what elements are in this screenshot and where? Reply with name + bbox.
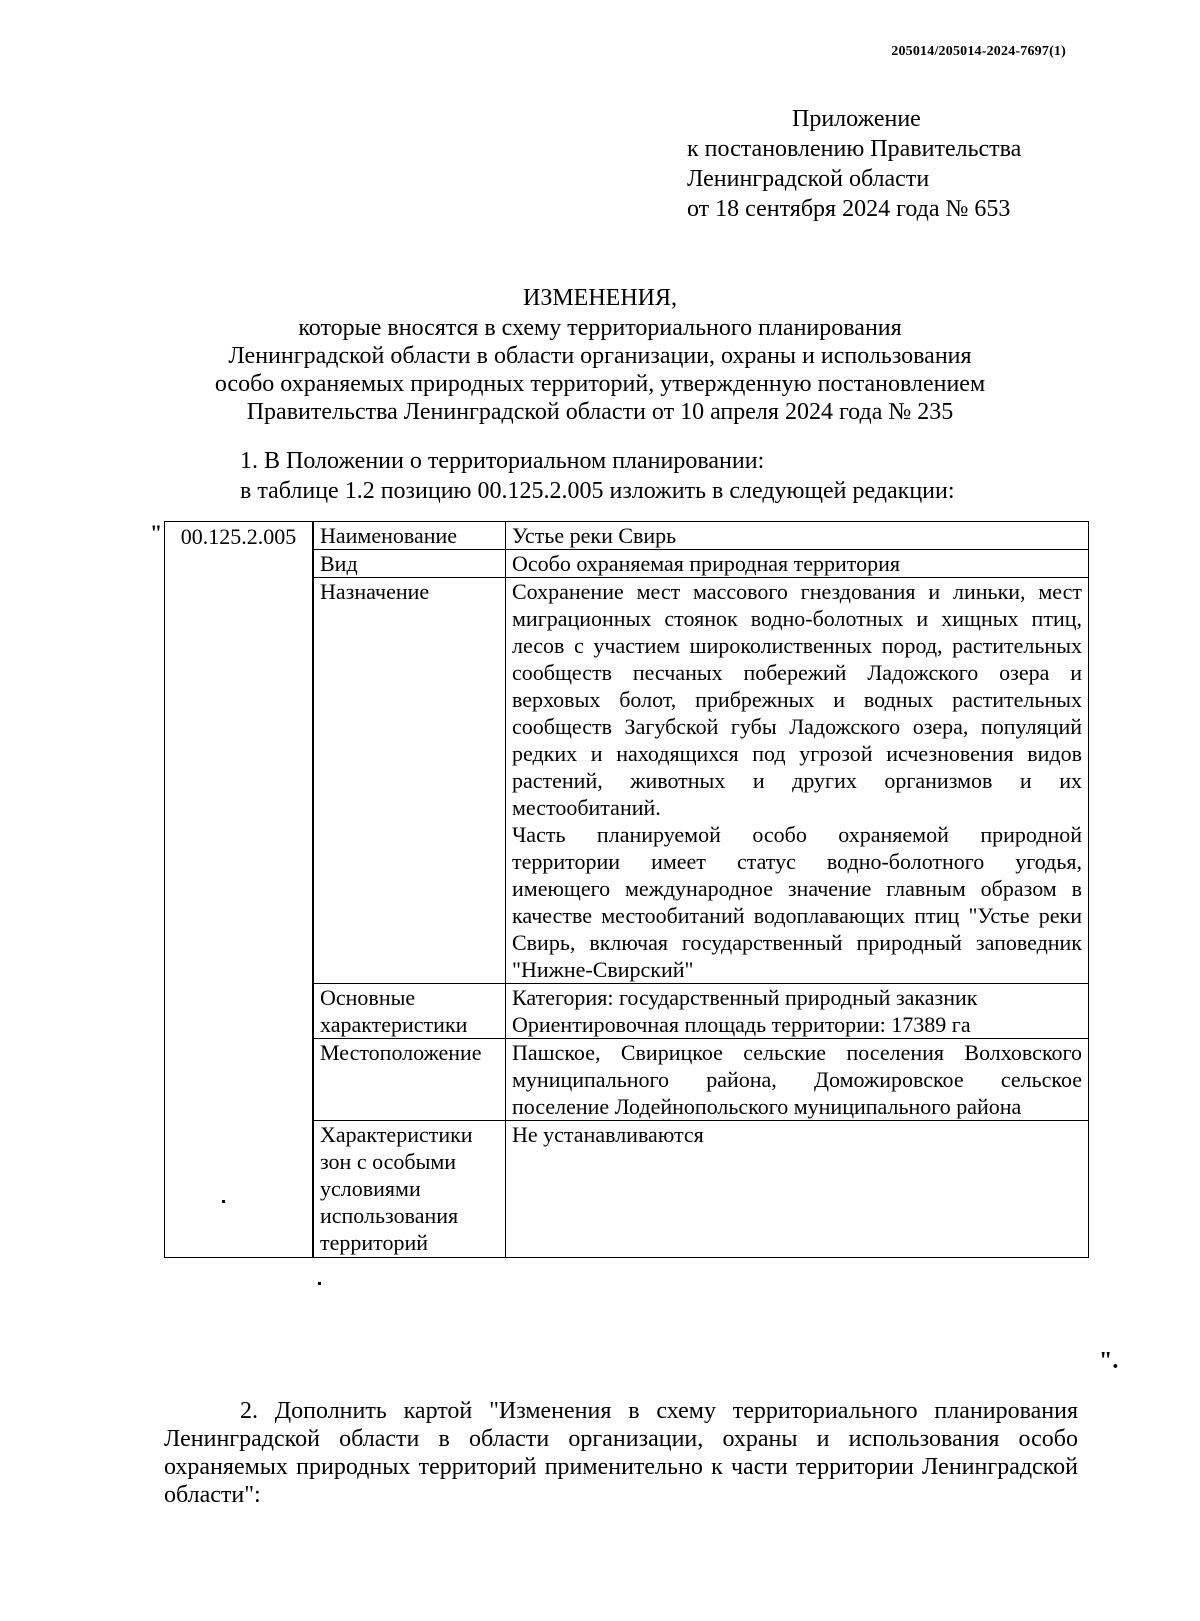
position-table — [164, 521, 1089, 1258]
row-value-type: Особо охраняемая природная территория — [506, 550, 1089, 578]
characteristics-label-line-1: Основные — [320, 985, 416, 1010]
position-code: 00.125.2.005 — [165, 522, 314, 1258]
row-label-location: Местоположение — [313, 1039, 506, 1121]
characteristics-label-line-2: характеристики — [320, 1012, 468, 1037]
section-1 — [240, 446, 955, 506]
row-label-name: Наименование — [313, 522, 506, 550]
opening-quote: " — [150, 520, 163, 545]
appendix-line-2: к постановлению Правительства — [687, 136, 1022, 162]
closing-quote: ". — [1099, 1348, 1119, 1374]
appendix-line-4: от 18 сентября 2024 года № 653 — [687, 196, 1011, 222]
document-title — [0, 284, 1200, 426]
row-label-purpose: Назначение — [313, 578, 506, 984]
row-label-type: Вид — [313, 550, 506, 578]
section-1-line-1: 1. В Положении о территориальном планировании: — [240, 448, 765, 474]
title-line-3: особо охраняемых природных территорий, утвержденную постановлением — [214, 371, 986, 397]
section-1-line-2: в таблице 1.2 позицию 00.125.2.005 изложить в следующей редакции: — [240, 478, 955, 504]
scan-speck — [222, 1200, 225, 1203]
section-2: 2. Дополнить картой "Изменения в схему территориального планирования Ленинградской области в области организации, охраны и использования особо охраняемых природных территорий применительно к части территории Ленинградской области": — [164, 1398, 1078, 1508]
appendix-header — [687, 104, 1021, 224]
title-line-2: Ленинградской области в области организации, охраны и использования — [228, 343, 972, 369]
row-value-characteristics — [506, 984, 1089, 1039]
appendix-line-1: Приложение — [792, 106, 921, 132]
purpose-paragraph-1: Сохранение мест массового гнездования и линьки, мест миграционных стоянок водно-болотных и хищных птиц, лесов с участием широколиственных пород, растительных сообществ песчаных побережий Ладожского озера и верховых болот, прибрежных и водных растительных сообществ Загубской губы Ладожского озера, популяций редких и находящихся под угрозой исчезновения видов растений, животных и других организмов и их местообитаний. — [512, 579, 1082, 820]
row-value-zones: Не устанавливаются — [506, 1121, 1089, 1258]
table-row — [165, 522, 1089, 550]
appendix-line-3: Ленинградской области — [687, 166, 930, 192]
title-heading: ИЗМЕНЕНИЯ, — [522, 285, 678, 311]
characteristics-area: Ориентировочная площадь территории: 17389 га — [512, 1012, 971, 1037]
characteristics-category: Категория: государственный природный заказник — [512, 985, 978, 1010]
row-label-zones: Характеристики зон с особыми условиями использования территорий — [313, 1121, 506, 1258]
title-line-4: Правительства Ленинградской области от 10 апреля 2024 года № 235 — [246, 399, 954, 425]
row-value-purpose — [506, 578, 1089, 984]
purpose-paragraph-2: Часть планируемой особо охраняемой природной территории имеет статус водно-болотного угодья, имеющего международное значение главным образом в качестве местообитаний водоплавающих птиц "Устье реки Свирь, включая государственный природный заповедник "Нижне-Свирский" — [512, 822, 1082, 982]
row-label-characteristics — [313, 984, 506, 1039]
scan-speck — [318, 1282, 321, 1285]
row-value-location: Пашское, Свирицкое сельские поселения Волховского муниципального района, Доможировское сельское поселение Лодейнопольского муниципального района — [506, 1039, 1089, 1121]
row-value-name: Устье реки Свирь — [506, 522, 1089, 550]
title-line-1: которые вносятся в схему территориального планирования — [298, 315, 902, 341]
document-id: 205014/205014-2024-7697(1) — [891, 44, 1066, 59]
